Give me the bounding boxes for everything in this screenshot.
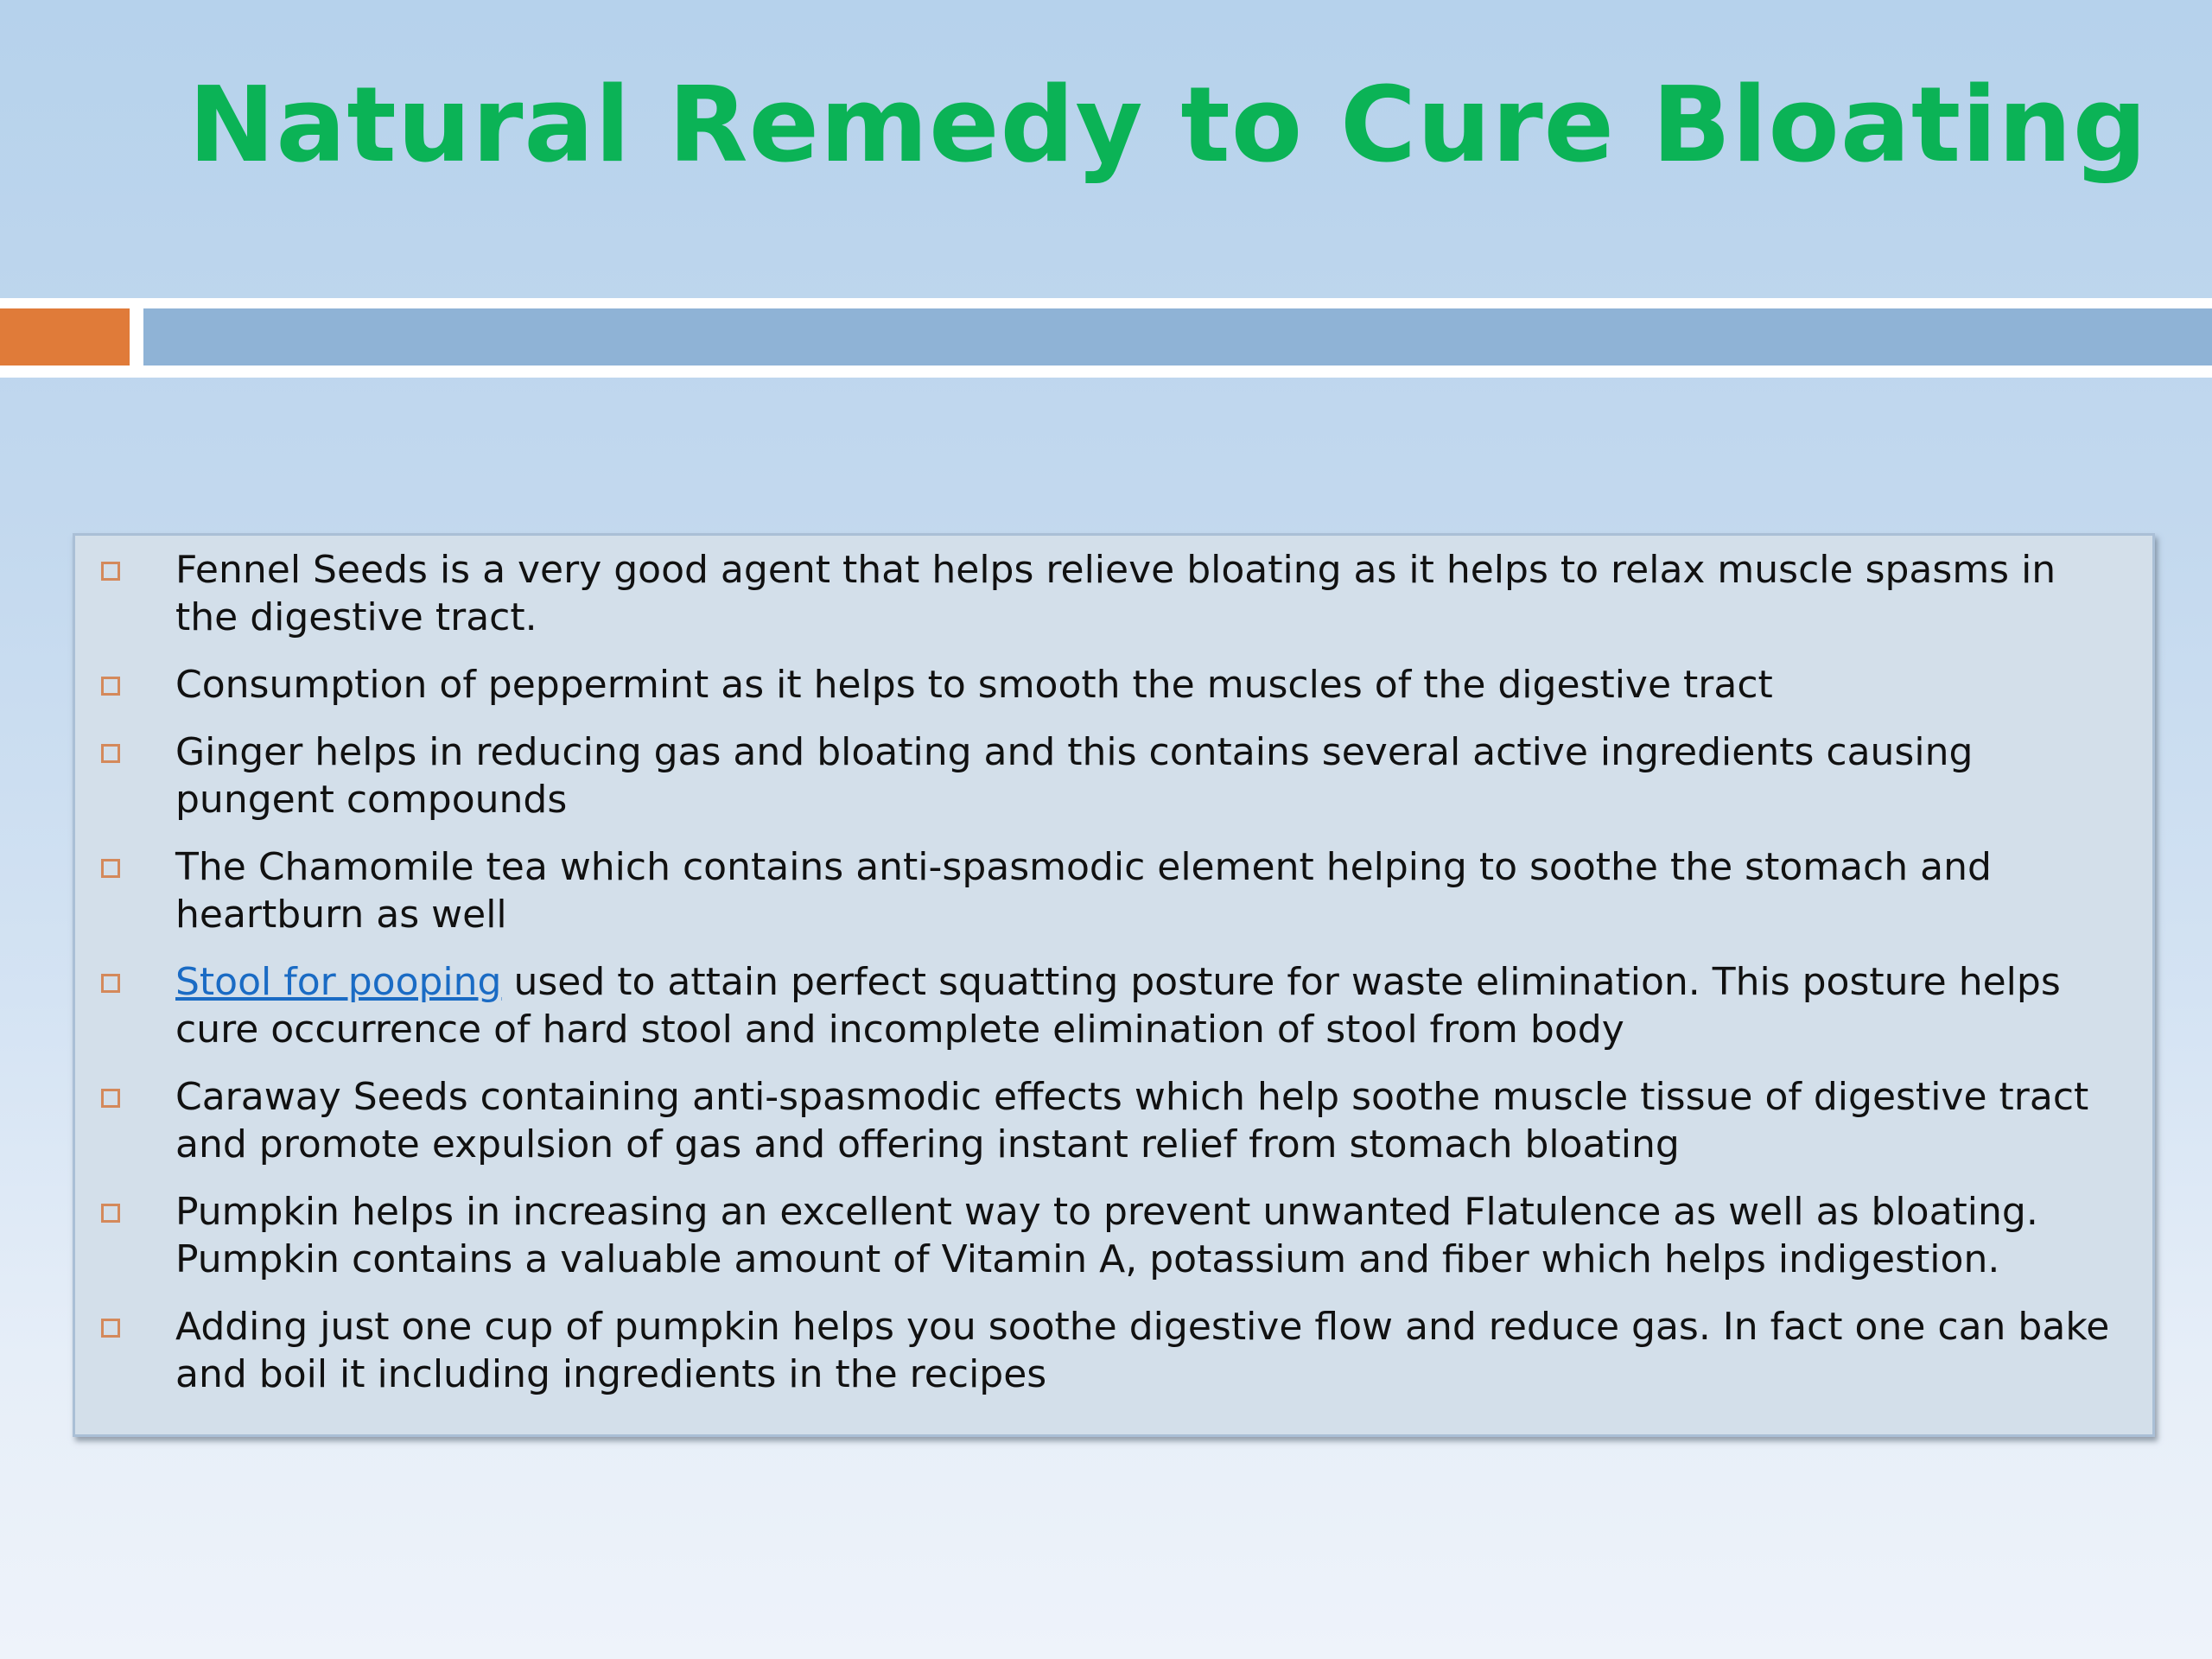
stool-for-pooping-link[interactable]: Stool for pooping [175,960,502,1004]
hollow-square-icon [101,1204,120,1223]
bullet-text: used to attain perfect squatting posture for waste elimination. This posture helps cure occurrence of hard stool and incomplete elimination of stool from body [175,960,2061,1052]
hollow-square-icon [101,1089,120,1108]
bullet-text: Adding just one cup of pumpkin helps you soothe digestive flow and reduce gas. In fact one can bake and boil it including ingredients in the recipes [175,1305,2110,1396]
bullet-item-peppermint [75,661,2152,709]
accent-bar-orange [0,308,130,365]
hollow-square-icon [101,859,120,878]
hollow-square-icon [101,744,120,763]
bullet-item-pumpkin-cup [75,1303,2152,1398]
bullet-text: Fennel Seeds is a very good agent that helps relieve bloating as it helps to relax muscle spasms in the digestive tract. [175,548,2056,639]
bullet-item-chamomile [75,843,2152,938]
bullet-text: Consumption of peppermint as it helps to smooth the muscles of the digestive tract [175,663,1773,707]
bullet-text: The Chamomile tea which contains anti-spasmodic element helping to soothe the stomach and heartburn as well [175,845,1992,937]
bullet-item-stool [75,958,2152,1053]
bullet-item-fennel [75,546,2152,641]
slide-title: Natural Remedy to Cure Bloating [188,66,2148,186]
bullet-item-caraway [75,1073,2152,1168]
hollow-square-icon [101,1319,120,1338]
bullet-text: Caraway Seeds containing anti-spasmodic effects which help soothe muscle tissue of digestive tract and promote expulsion of gas and offering instant relief from stomach bloating [175,1075,2089,1166]
content-box [73,533,2155,1437]
bullet-list [75,546,2152,1418]
hollow-square-icon [101,562,120,581]
hollow-square-icon [101,677,120,696]
hollow-square-icon [101,974,120,993]
bullet-item-pumpkin [75,1188,2152,1283]
accent-bar-blue [143,308,2212,365]
bullet-text: Pumpkin helps in increasing an excellent way to prevent unwanted Flatulence as well as bloating. Pumpkin contains a valuable amount of Vitamin A, potassium and fiber which helps indigestion. [175,1190,2038,1281]
bullet-text: Ginger helps in reducing gas and bloating and this contains several active ingredients causing pungent compounds [175,730,1974,822]
bullet-item-ginger [75,728,2152,823]
